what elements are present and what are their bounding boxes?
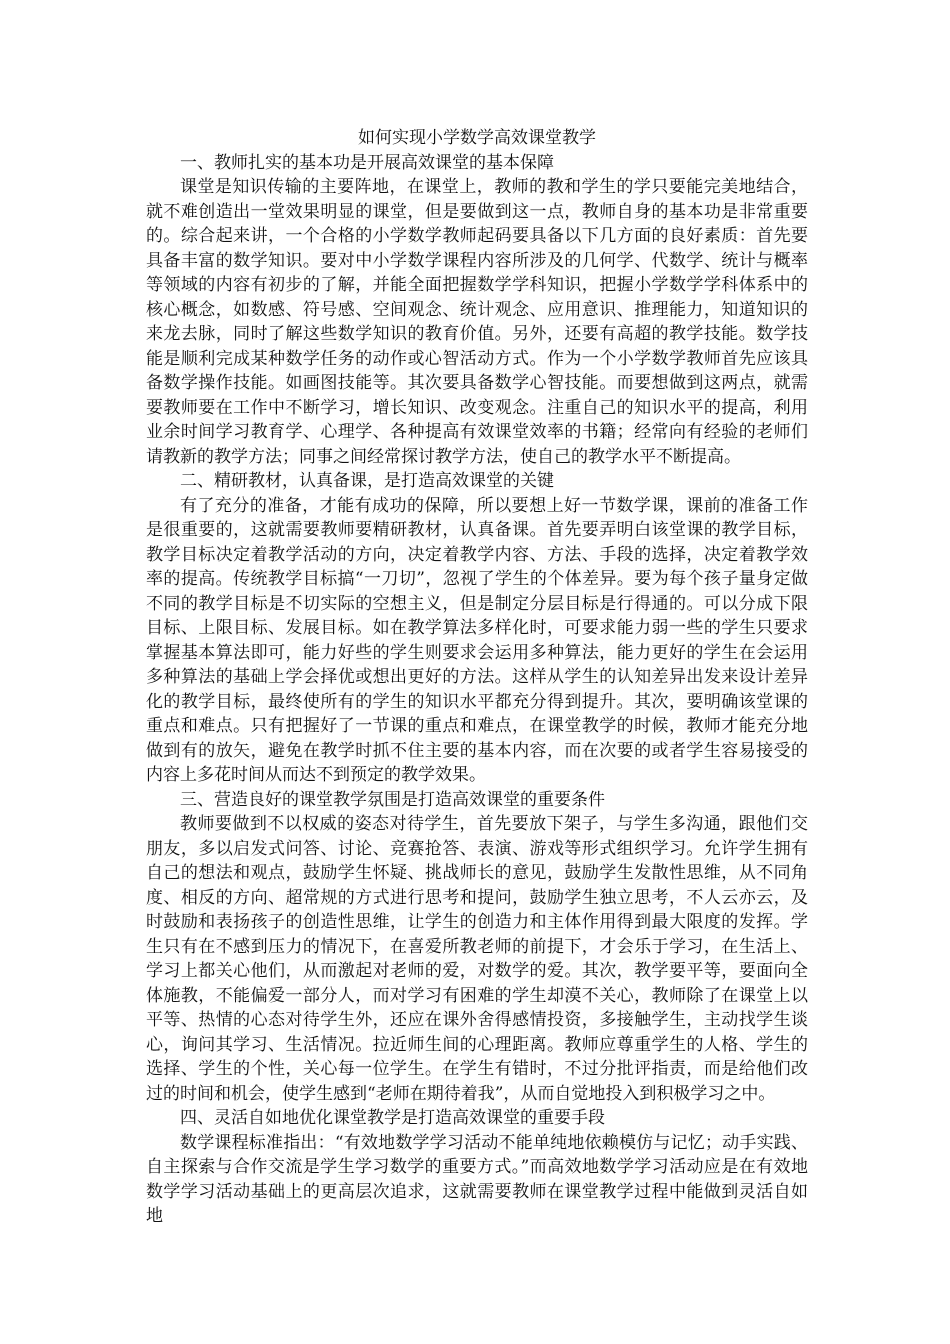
document-title: 如何实现小学数学高效课堂教学 <box>358 128 596 148</box>
section-4-body: 数学课程标准指出：“有效地数学学习活动不能单纯地依赖模仿与记忆；动手实践、自主探索与合作交流是学生学习数学的重要方式。”而高效地数学学习活动应是在有效地数学学习活动基础上的更高层次追求，这就需要教师在课堂教学过程中能做到灵活自如地 <box>146 1132 808 1226</box>
document-page <box>146 126 808 1229</box>
section-1-heading: 一、教师扎实的基本功是开展高效课堂的基本保障 <box>180 152 554 173</box>
section-2-body: 有了充分的准备，才能有成功的保障，所以要想上好一节数学课，课前的准备工作是很重要的，这就需要教师要精研教材，认真备课。首先要弄明白该堂课的教学目标，教学目标决定着教学活动的方向，决定着教学内容、方法、手段的选择，决定着教学效率的提高。传统教学目标搞“一刀切”，忽视了学生的个体差异。要为每个孩子量身定做不同的教学目标是不切实际的空想主义，但是制定分层目标是行得通的。可以分成下限目标、上限目标、发展目标。如在教学算法多样化时，可要求能力弱一些的学生只要求掌握基本算法即可，能力好些的学生则要求会运用多种算法，能力更好的学生在会运用多种算法的基础上学会择优或想出更好的方法。这样从学生的认知差异出发来设计差异化的教学目标，最终使所有的学生的知识水平都充分得到提升。其次，要明确该堂课的重点和难点。只有把握好了一节课的重点和难点，在课堂教学的时候，教师才能充分地做到有的放矢，避免在教学时抓不住主要的基本内容，而在次要的或者学生容易接受的内容上多花时间从而达不到预定的教学效果。 <box>146 495 808 785</box>
section-3-heading: 三、营造良好的课堂教学氛围是打造高效课堂的重要条件 <box>180 789 605 810</box>
section-2-heading: 二、精研教材，认真备课，是打造高效课堂的关键 <box>180 471 554 491</box>
section-1-body: 课堂是知识传输的主要阵地，在课堂上，教师的教和学生的学只要能完美地结合，就不难创造出一堂效果明显的课堂，但是要做到这一点，教师自身的基本功是非常重要的。综合起来讲，一个合格的小学数学教师起码要具备以下几方面的良好素质：首先要具备丰富的数学知识。要对中小学数学课程内容所涉及的几何学、代数学、统计与概率等领域的内容有初步的了解，并能全面把握数学学科知识，把握小学数学学科体系中的核心概念，如数感、符号感、空间观念、统计观念、应用意识、推理能力，知道知识的来龙去脉，同时了解这些数学知识的教育价值。另外，还要有高超的教学技能。数学技能是顺利完成某种数学任务的动作或心智活动方式。作为一个小学数学教师首先应该具备数学操作技能。如画图技能等。其次要具备数学心智技能。而要想做到这两点，就需要教师要在工作中不断学习，增长知识、改变观念。注重自己的知识水平的提高，利用业余时间学习教育学、心理学、各种提高有效课堂效率的书籍；经常向有经验的老师们请教新的教学方法；同事之间经常探讨教学方法，使自己的教学水平不断提高。 <box>146 177 808 467</box>
section-4-heading: 四、灵活自如地优化课堂教学是打造高效课堂的重要手段 <box>180 1108 605 1128</box>
section-3-body: 教师要做到不以权威的姿态对待学生，首先要放下架子，与学生多沟通，跟他们交朋友，多以启发式问答、讨论、竞赛抢答、表演、游戏等形式组织学习。允许学生拥有自己的想法和观点，鼓励学生怀疑、挑战师长的意见，鼓励学生发散性思维，从不同角度、相反的方向、超常规的方式进行思考和提问，鼓励学生独立思考，不人云亦云，及时鼓励和表扬孩子的创造性思维，让学生的创造力和主体作用得到最大限度的发挥。学生只有在不感到压力的情况下，在喜爱所教老师的前提下，才会乐于学习，在生活上、学习上都关心他们，从而激起对老师的爱，对数学的爱。其次，教学要平等，要面向全体施教，不能偏爱一部分人，而对学习有困难的学生却漠不关心，教师除了在课堂上以平等、热情的心态对待学生外，还应在课外舍得感情投资，多接触学生，主动找学生谈心，询问其学习、生活情况。拉近师生间的心理距离。教师应尊重学生的人格、学生的选择、学生的个性，关心每一位学生。在学生有错时，不过分批评指责，而是给他们改过的时间和机会，使学生感到“老师在期待着我”，从而自觉地投入到积极学习之中。 <box>146 814 808 1104</box>
